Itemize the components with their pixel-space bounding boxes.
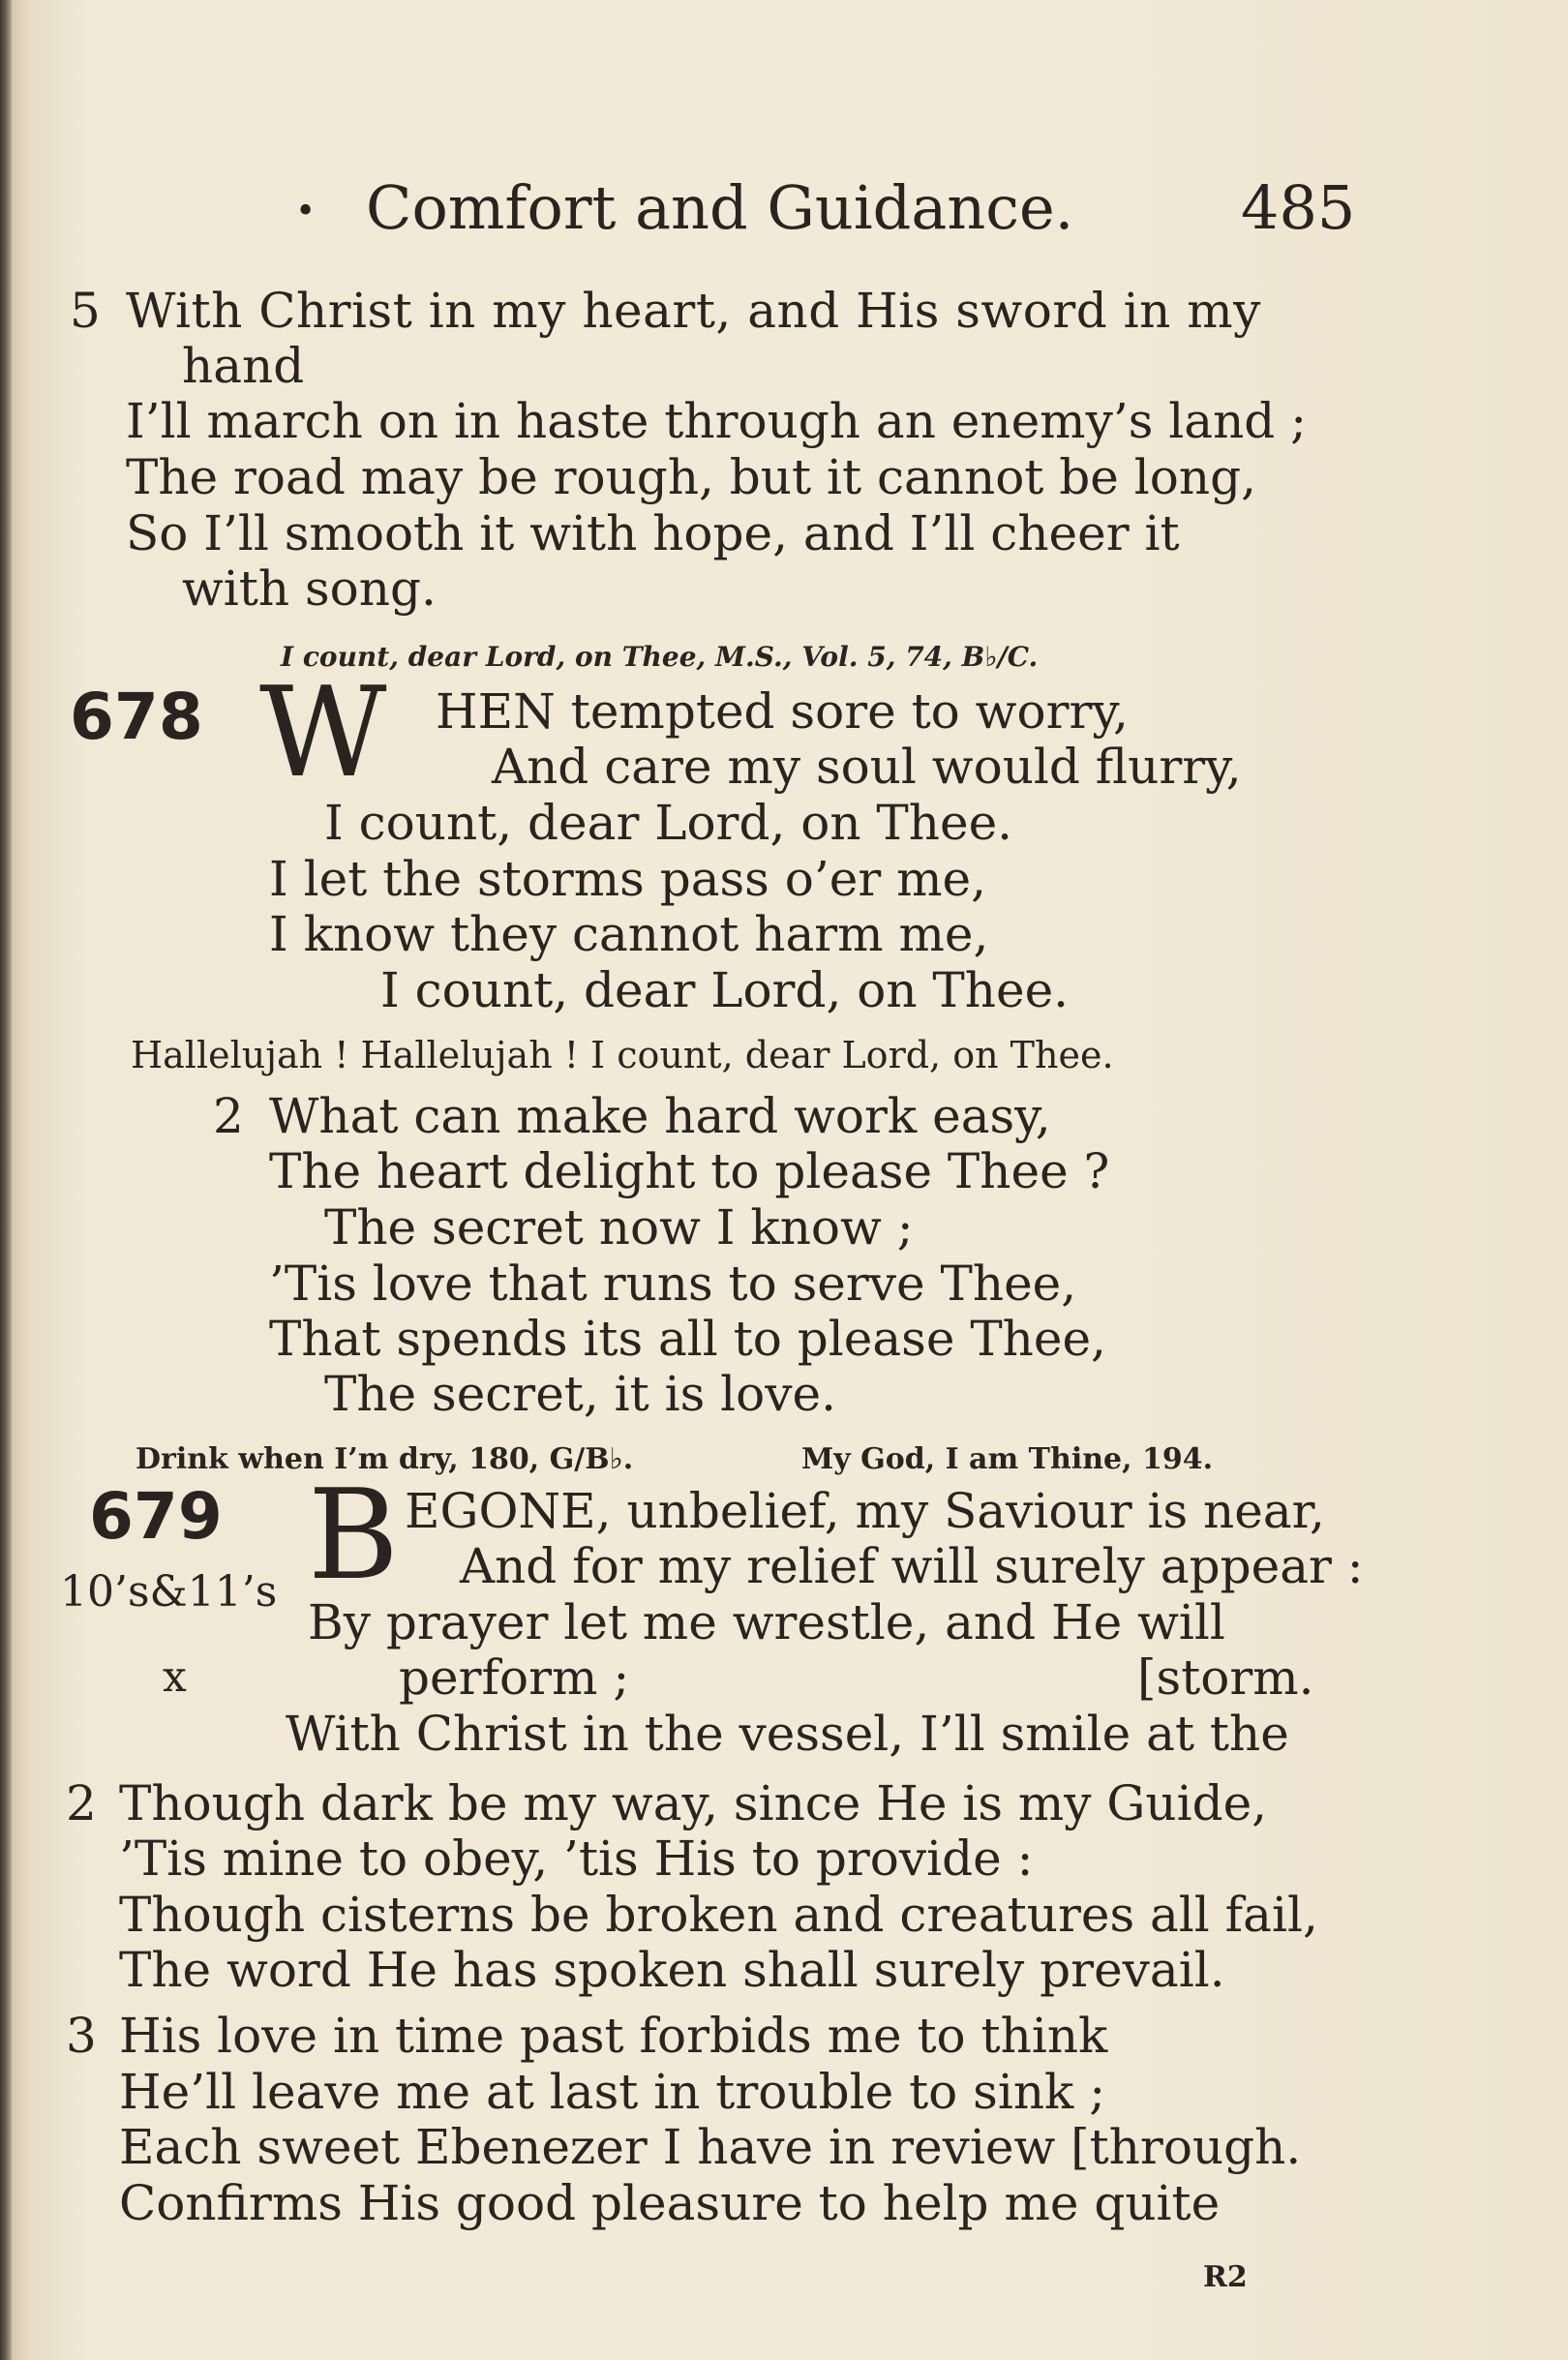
hymn-number: 678 bbox=[70, 680, 203, 754]
verse-line: With Christ in my heart, and His sword in my bbox=[126, 283, 1261, 339]
page-number: 485 bbox=[1241, 172, 1356, 243]
hymn-line: And for my relief will surely appear : bbox=[460, 1538, 1364, 1594]
printer-signature: R2 bbox=[1203, 2260, 1248, 2294]
hymn-line: His love in time past forbids me to think bbox=[119, 2008, 1108, 2064]
verse-number: 2 bbox=[213, 1088, 244, 1144]
verse-line: So I’ll smooth it with hope, and I’ll cheer it bbox=[126, 505, 1180, 561]
hymn-line: The secret now I know ; bbox=[324, 1199, 914, 1256]
book-spine bbox=[0, 0, 12, 2360]
hymn-line: He’ll leave me at last in trouble to sink ; bbox=[119, 2064, 1106, 2120]
hymn-number: 679 bbox=[89, 1479, 223, 1554]
hymn-line: Though dark be my way, since He is my Guide, bbox=[119, 1775, 1268, 1831]
hymn-line: What can make hard work easy, bbox=[269, 1088, 1051, 1144]
hymn-line: Confirms His good pleasure to help me quite bbox=[119, 2175, 1221, 2231]
verse-line: with song. bbox=[182, 560, 437, 617]
hymn-line: ’Tis love that runs to serve Thee, bbox=[269, 1256, 1077, 1312]
hymn-line-carryover: [storm. bbox=[1137, 1649, 1314, 1706]
hymn-line: With Christ in the vessel, I’ll smile at the bbox=[286, 1706, 1289, 1762]
drop-cap: B bbox=[308, 1464, 400, 1608]
hymn-line: I know they cannot harm me, bbox=[269, 906, 989, 962]
margin-mark: x bbox=[163, 1652, 187, 1702]
hymn-line: ’Tis mine to obey, ’tis His to provide : bbox=[119, 1831, 1034, 1887]
chorus-line: Hallelujah ! Hallelujah ! I count, dear Lord, on Thee. bbox=[131, 1034, 1114, 1076]
verse-number: 3 bbox=[66, 2008, 97, 2064]
tune-reference: Drink when I’m dry, 180, G/B♭. bbox=[136, 1442, 634, 1476]
hymn-line: I count, dear Lord, on Thee. bbox=[324, 795, 1013, 851]
hymn-line: Though cisterns be broken and creatures all fail, bbox=[119, 1887, 1318, 1943]
meter-label: 10’s&11’s bbox=[60, 1567, 278, 1617]
hymn-line: And care my soul would flurry, bbox=[492, 739, 1242, 795]
verse-line: hand bbox=[182, 338, 305, 394]
tune-reference: My God, I am Thine, 194. bbox=[801, 1442, 1214, 1476]
verse-line: The road may be rough, but it cannot be long, bbox=[126, 449, 1256, 505]
hymn-line: I let the storms pass o’er me, bbox=[269, 851, 987, 907]
hymn-line: EGONE, unbelief, my Saviour is near, bbox=[405, 1483, 1325, 1539]
verse-number: 5 bbox=[70, 283, 101, 339]
hymn-line: That spends its all to please Thee, bbox=[269, 1311, 1106, 1367]
tune-reference: I count, dear Lord, on Thee, M.S., Vol. 5, 74, B♭/C. bbox=[281, 641, 1039, 673]
hymn-line: The word He has spoken shall surely prevail. bbox=[119, 1942, 1225, 1998]
drop-cap: W bbox=[259, 661, 387, 805]
hymn-line: By prayer let me wrestle, and He will bbox=[308, 1594, 1225, 1650]
hymn-line: I count, dear Lord, on Thee. bbox=[380, 962, 1070, 1018]
verse-line: I’ll march on in haste through an enemy’s land ; bbox=[126, 393, 1308, 449]
verse-number: 2 bbox=[66, 1775, 97, 1831]
hymn-line: Each sweet Ebenezer I have in review [through. bbox=[119, 2119, 1302, 2175]
hymn-line: HEN tempted sore to worry, bbox=[436, 683, 1129, 740]
hymn-line: perform ; bbox=[399, 1649, 630, 1706]
page-title: Comfort and Guidance. bbox=[366, 172, 1074, 243]
hymn-line: The secret, it is love. bbox=[324, 1366, 837, 1422]
header-bullet: • bbox=[295, 192, 317, 231]
hymn-line: The heart delight to please Thee ? bbox=[269, 1143, 1110, 1199]
